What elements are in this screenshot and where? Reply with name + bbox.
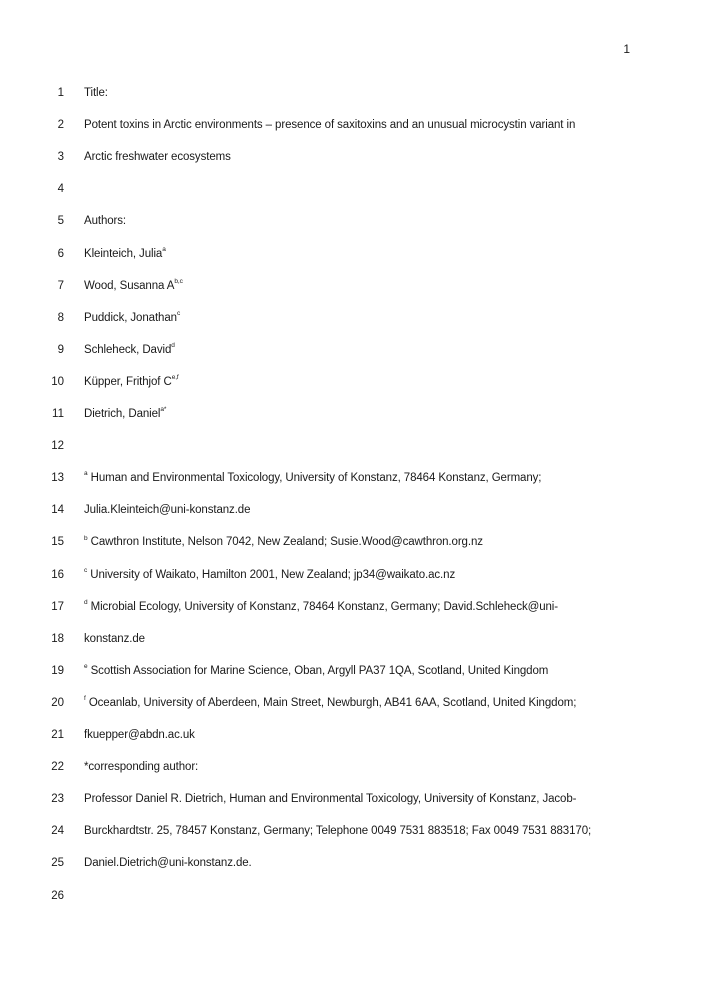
affiliation-marker: b bbox=[84, 534, 88, 542]
line-content: Kleinteich, Julia bbox=[84, 247, 163, 260]
manuscript-line bbox=[0, 502, 707, 518]
manuscript-line bbox=[0, 406, 707, 422]
line-number: 8 bbox=[57, 311, 64, 324]
affiliation-marker: e bbox=[84, 662, 88, 670]
manuscript-line bbox=[0, 855, 707, 871]
line-number: 9 bbox=[57, 343, 64, 356]
manuscript-line bbox=[0, 791, 707, 807]
line-text bbox=[84, 823, 591, 839]
line-number: 17 bbox=[51, 600, 64, 613]
manuscript-line bbox=[0, 213, 707, 229]
line-number: 15 bbox=[51, 536, 64, 549]
line-number: 12 bbox=[51, 440, 64, 453]
line-content: Julia.Kleinteich@uni-konstanz.de bbox=[84, 504, 251, 517]
manuscript-line bbox=[0, 342, 707, 358]
affiliation-superscript: e,f bbox=[171, 374, 179, 382]
line-number: 10 bbox=[51, 375, 64, 388]
line-text bbox=[84, 406, 166, 422]
line-text bbox=[84, 149, 231, 165]
line-text bbox=[84, 213, 126, 229]
affiliation-superscript: d bbox=[171, 341, 175, 349]
line-content: Dietrich, Daniel bbox=[84, 408, 161, 420]
line-text bbox=[84, 374, 179, 390]
manuscript-line bbox=[0, 181, 707, 197]
line-text bbox=[84, 599, 558, 615]
line-content: Oceanlab, University of Aberdeen, Main Street, Newburgh, AB41 6AA, Scotland, United Kingdom; bbox=[85, 696, 577, 709]
line-content: University of Waikato, Hamilton 2001, New Zealand; jp34@waikato.ac.nz bbox=[87, 568, 456, 581]
line-content: Daniel.Dietrich@uni-konstanz.de. bbox=[84, 857, 252, 870]
line-text bbox=[84, 727, 195, 743]
line-content: Schleheck, David bbox=[84, 343, 172, 356]
line-content: Burckhardtstr. 25, 78457 Konstanz, Germany; Telephone 0049 7531 883518; Fax 0049 7531 883170; bbox=[84, 825, 592, 838]
manuscript-line bbox=[0, 534, 707, 550]
line-number: 26 bbox=[51, 889, 64, 902]
line-content: Authors: bbox=[84, 215, 127, 228]
manuscript-line bbox=[0, 470, 707, 486]
manuscript-line bbox=[0, 310, 707, 326]
affiliation-superscript: c bbox=[176, 309, 181, 317]
line-text bbox=[84, 759, 198, 775]
manuscript-line bbox=[0, 599, 707, 615]
line-number: 16 bbox=[51, 568, 64, 581]
line-content: Potent toxins in Arctic environments – presence of saxitoxins and an unusual microcystin variant in bbox=[84, 119, 576, 132]
line-text bbox=[84, 246, 166, 262]
line-number: 3 bbox=[57, 151, 64, 164]
line-text bbox=[84, 695, 576, 711]
manuscript-line bbox=[0, 631, 707, 647]
line-number: 1 bbox=[57, 87, 64, 99]
affiliation-superscript: b,c bbox=[174, 277, 183, 285]
line-text bbox=[84, 278, 183, 294]
manuscript-line bbox=[0, 759, 707, 775]
line-text bbox=[84, 534, 483, 550]
line-content: *corresponding author: bbox=[84, 761, 199, 774]
manuscript-line bbox=[0, 149, 707, 165]
manuscript-line bbox=[0, 117, 707, 133]
line-content: konstanz.de bbox=[84, 632, 145, 645]
line-text bbox=[84, 567, 455, 583]
manuscript-line bbox=[0, 663, 707, 679]
line-content: Cawthron Institute, Nelson 7042, New Zealand; Susie.Wood@cawthron.org.nz bbox=[87, 536, 483, 549]
manuscript-line bbox=[0, 567, 707, 583]
line-number: 19 bbox=[51, 664, 64, 677]
line-number: 24 bbox=[51, 825, 64, 838]
line-content: Professor Daniel R. Dietrich, Human and Environmental Toxicology, University of Konstanz, Jacob- bbox=[84, 793, 577, 806]
line-number: 13 bbox=[51, 472, 64, 485]
manuscript-line bbox=[0, 727, 707, 743]
affiliation-marker: a bbox=[84, 470, 88, 478]
affiliation-marker: f bbox=[84, 695, 86, 703]
line-text bbox=[84, 502, 250, 518]
manuscript-line bbox=[0, 85, 707, 101]
affiliation-superscript: a* bbox=[160, 406, 167, 414]
line-content: Küpper, Frithjof C bbox=[84, 375, 172, 388]
line-text bbox=[84, 791, 576, 807]
manuscript-line bbox=[0, 438, 707, 454]
line-text bbox=[84, 85, 108, 101]
manuscript-line bbox=[0, 695, 707, 711]
line-number: 11 bbox=[52, 408, 64, 420]
line-number: 20 bbox=[51, 696, 64, 709]
line-number: 22 bbox=[51, 761, 64, 774]
line-content: Title: bbox=[84, 87, 108, 99]
line-number: 7 bbox=[57, 279, 64, 292]
line-text bbox=[84, 855, 252, 871]
manuscript-line bbox=[0, 278, 707, 294]
line-text bbox=[84, 342, 175, 358]
line-number: 21 bbox=[51, 729, 64, 741]
line-number: 18 bbox=[51, 632, 64, 645]
line-text bbox=[84, 117, 575, 133]
line-content: Puddick, Jonathan bbox=[84, 311, 177, 324]
line-number: 25 bbox=[51, 857, 64, 870]
line-text bbox=[84, 631, 145, 647]
manuscript-line bbox=[0, 823, 707, 839]
page-number: 1 bbox=[623, 42, 630, 56]
manuscript-line bbox=[0, 888, 707, 904]
line-content: Scottish Association for Marine Science, Oban, Argyll PA37 1QA, Scotland, United Kingdom bbox=[87, 664, 549, 677]
affiliation-marker: c bbox=[84, 566, 88, 574]
affiliation-marker: d bbox=[84, 598, 88, 606]
manuscript-line bbox=[0, 374, 707, 390]
line-number: 23 bbox=[51, 793, 64, 806]
line-text bbox=[84, 470, 541, 486]
manuscript-line bbox=[0, 246, 707, 262]
line-number: 2 bbox=[57, 119, 64, 132]
line-text bbox=[84, 310, 180, 326]
line-number: 4 bbox=[57, 183, 64, 196]
line-content: fkuepper@abdn.ac.uk bbox=[84, 729, 195, 741]
line-content: Arctic freshwater ecosystems bbox=[84, 151, 231, 164]
line-number: 6 bbox=[57, 247, 64, 260]
line-content: Microbial Ecology, University of Konstanz, 78464 Konstanz, Germany; David.Schleheck@uni- bbox=[87, 600, 558, 613]
line-number: 14 bbox=[51, 504, 64, 517]
affiliation-superscript: a bbox=[162, 245, 166, 253]
line-text bbox=[84, 663, 548, 679]
line-content: Human and Environmental Toxicology, University of Konstanz, 78464 Konstanz, Germany; bbox=[87, 472, 542, 485]
line-number: 5 bbox=[57, 215, 64, 228]
line-content: Wood, Susanna A bbox=[84, 279, 175, 292]
